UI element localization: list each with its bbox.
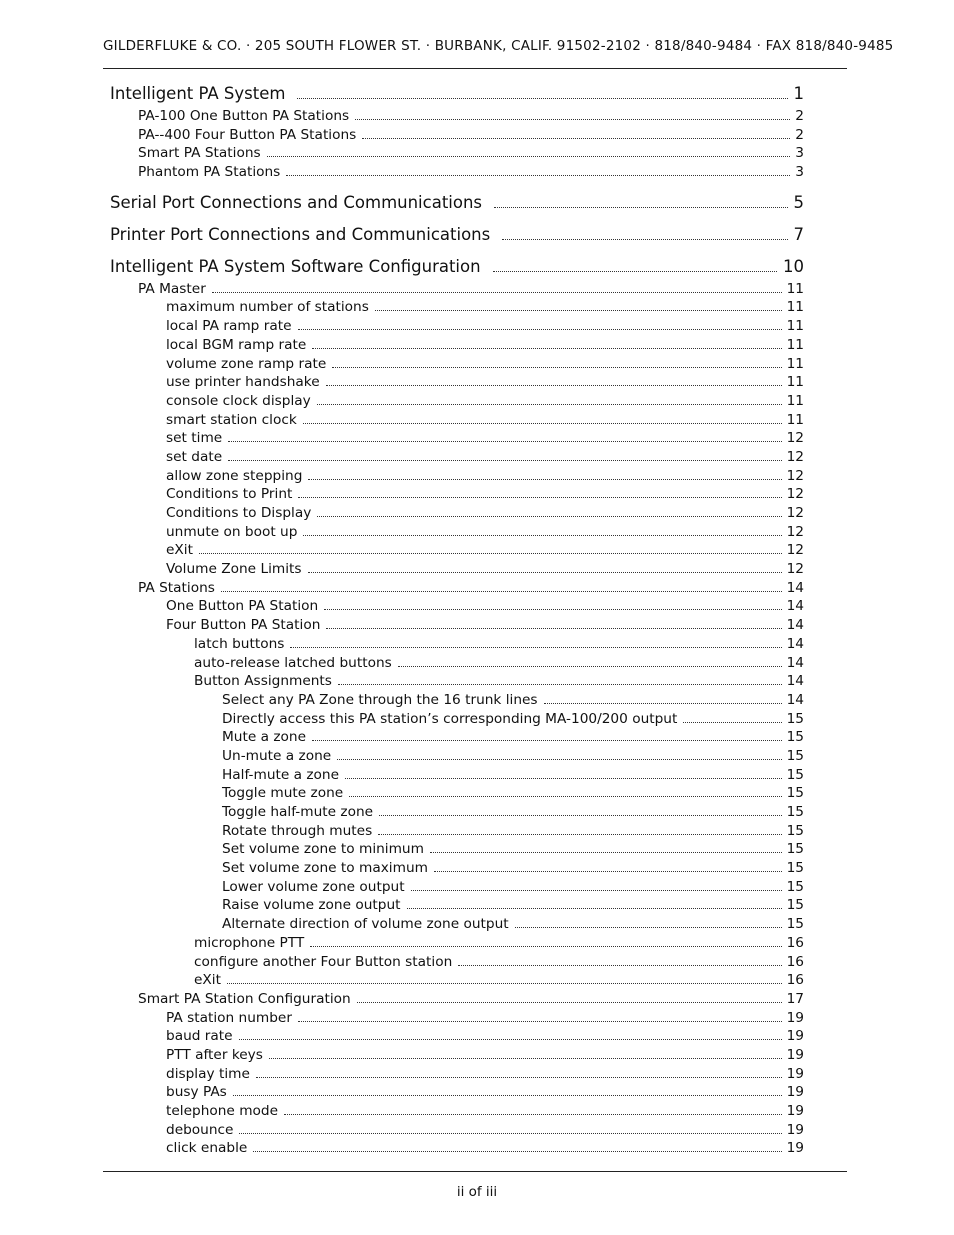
toc-entry-title: display time xyxy=(166,1065,250,1082)
toc-entry-title: Conditions to Print xyxy=(166,486,293,503)
toc-entry[interactable] xyxy=(110,579,804,598)
toc-entry-page: 15 xyxy=(786,729,804,746)
dot-leader xyxy=(298,328,782,330)
toc-entry-page: 15 xyxy=(786,878,804,895)
toc-entry[interactable] xyxy=(110,336,804,355)
toc-entry[interactable] xyxy=(110,355,804,374)
toc-entry-page: 16 xyxy=(786,934,804,951)
toc-entry-title: console clock display xyxy=(166,392,311,409)
dot-leader xyxy=(212,291,782,293)
toc-entry[interactable] xyxy=(110,1102,804,1121)
toc-entry-title: Button Assignments xyxy=(194,673,332,690)
toc-entry-title: Mute a zone xyxy=(222,729,307,746)
dot-leader xyxy=(239,1038,782,1040)
toc-entry-title: allow zone stepping xyxy=(166,467,303,484)
toc-entry[interactable] xyxy=(110,896,804,915)
toc-entry[interactable] xyxy=(110,298,804,317)
toc-entry[interactable] xyxy=(110,485,804,504)
toc-entry[interactable] xyxy=(110,784,804,803)
dot-leader xyxy=(337,758,781,760)
toc-entry[interactable] xyxy=(110,163,804,182)
toc-entry-title: Toggle half-mute zone xyxy=(222,804,374,820)
toc-entry[interactable] xyxy=(110,1083,804,1102)
dot-leader xyxy=(227,982,782,984)
toc-entry[interactable] xyxy=(110,1027,804,1046)
toc-entry[interactable] xyxy=(110,429,804,448)
toc-entry-page: 19 xyxy=(786,1084,804,1101)
toc-entry-title: Conditions to Display xyxy=(166,505,312,521)
toc-entry[interactable] xyxy=(110,256,804,278)
dot-leader xyxy=(494,206,787,208)
toc-entry-page: 19 xyxy=(786,1140,804,1157)
toc-entry[interactable] xyxy=(110,1139,804,1158)
toc-entry-page: 12 xyxy=(786,448,804,465)
toc-entry-title: Printer Port Connections and Communications xyxy=(110,224,491,244)
dot-leader xyxy=(310,945,781,947)
toc-entry[interactable] xyxy=(110,822,804,841)
toc-entry-title: Smart PA Station Configuration xyxy=(138,990,351,1007)
toc-entry-page: 14 xyxy=(786,579,804,596)
toc-entry-page: 16 xyxy=(786,953,804,970)
toc-entry-title: PA--400 Four Button PA Stations xyxy=(138,126,357,143)
toc-entry-title: PA Stations xyxy=(138,579,215,596)
dot-leader xyxy=(317,515,781,517)
toc-entry-page: 11 xyxy=(786,355,804,372)
toc-entry[interactable] xyxy=(110,747,804,766)
toc-entry-page: 12 xyxy=(786,467,804,484)
toc-entry-title: Un-mute a zone xyxy=(222,747,332,764)
toc-entry-title: Toggle mute zone xyxy=(222,785,344,802)
toc-entry-title: debounce xyxy=(166,1121,234,1138)
dot-leader xyxy=(308,478,781,480)
toc-entry-page: 1 xyxy=(793,84,804,103)
dot-leader xyxy=(430,851,782,853)
toc-entry[interactable] xyxy=(110,934,804,953)
toc-entry-title: Alternate direction of volume zone output xyxy=(222,916,509,933)
toc-entry-page: 7 xyxy=(793,224,804,244)
dot-leader xyxy=(308,571,782,573)
toc-entry-title: telephone mode xyxy=(166,1103,279,1119)
dot-leader xyxy=(298,496,781,498)
toc-entry-title: Raise volume zone output xyxy=(222,897,401,914)
toc-entry[interactable] xyxy=(110,467,804,486)
dot-leader xyxy=(286,174,790,176)
toc-entry-title: latch buttons xyxy=(194,635,285,652)
toc-entry[interactable] xyxy=(110,654,804,673)
toc-entry-page: 14 xyxy=(786,635,804,652)
toc-entry-page: 14 xyxy=(786,654,804,671)
dot-leader xyxy=(267,155,791,157)
toc-entry[interactable] xyxy=(110,728,804,747)
dot-leader xyxy=(332,366,781,368)
toc-entry-page: 17 xyxy=(786,990,804,1007)
toc-entry-title: busy PAs xyxy=(166,1084,227,1101)
toc-entry-page: 5 xyxy=(793,192,804,212)
toc-entry[interactable] xyxy=(110,317,804,336)
toc-entry-title: eXit xyxy=(194,972,221,989)
toc-entry-title: PA-100 One Button PA Stations xyxy=(138,108,350,124)
toc-entry[interactable] xyxy=(110,710,804,729)
dot-leader xyxy=(228,440,781,442)
toc-entry-title: PTT after keys xyxy=(166,1046,263,1063)
toc-entry-page: 12 xyxy=(786,430,804,447)
dot-leader xyxy=(221,590,782,592)
toc-entry-title: auto-release latched buttons xyxy=(194,654,392,671)
toc-entry[interactable] xyxy=(110,144,804,163)
toc-entry-title: set time xyxy=(166,430,223,447)
toc-entry[interactable] xyxy=(110,541,804,560)
toc-entry-page: 12 xyxy=(786,523,804,540)
toc-entry-title: local PA ramp rate xyxy=(166,318,292,335)
toc-entry-page: 16 xyxy=(786,972,804,989)
footer-rule xyxy=(103,1171,847,1172)
toc-entry[interactable] xyxy=(110,1046,804,1065)
toc-entry[interactable] xyxy=(110,504,804,523)
toc-entry-title: microphone PTT xyxy=(194,934,305,951)
toc-entry-title: configure another Four Button station xyxy=(194,953,453,970)
dot-leader xyxy=(544,702,782,704)
page-header: GILDERFLUKE & CO. · 205 SOUTH FLOWER ST. · BURBANK, CALIF. 91502-2102 · 818/840-9484 · FAX 818/840-9485 xyxy=(103,38,894,54)
page-number: ii of iii xyxy=(456,1184,498,1200)
toc-entry-title: Phantom PA Stations xyxy=(138,164,281,181)
dot-leader xyxy=(378,833,781,835)
toc-entry-title: set date xyxy=(166,448,223,465)
dot-leader xyxy=(357,1001,782,1003)
toc-entry[interactable] xyxy=(110,635,804,654)
dot-leader xyxy=(256,1076,782,1078)
toc-entry-page: 19 xyxy=(786,1046,804,1063)
toc-entry[interactable] xyxy=(110,126,804,145)
header-rule xyxy=(103,68,847,69)
dot-leader xyxy=(398,665,782,667)
toc-entry[interactable] xyxy=(110,83,804,105)
toc-entry-page: 2 xyxy=(795,108,804,124)
toc-entry[interactable] xyxy=(110,448,804,467)
dot-leader xyxy=(515,926,782,928)
dot-leader xyxy=(284,1113,782,1115)
toc-entry-title: eXit xyxy=(166,542,193,559)
dot-leader xyxy=(458,964,781,966)
toc-entry-title: Lower volume zone output xyxy=(222,878,405,895)
table-of-contents xyxy=(110,83,804,1158)
toc-entry[interactable] xyxy=(110,392,804,411)
toc-entry[interactable] xyxy=(110,107,804,126)
toc-entry-title: Intelligent PA System xyxy=(110,84,286,103)
toc-entry-page: 19 xyxy=(786,1121,804,1138)
toc-entry-title: Set volume zone to maximum xyxy=(222,860,428,877)
toc-entry-title: PA station number xyxy=(166,1009,292,1026)
toc-entry[interactable] xyxy=(110,990,804,1009)
toc-entry[interactable] xyxy=(110,691,804,710)
dot-leader xyxy=(312,347,781,349)
toc-entry-page: 3 xyxy=(795,145,804,162)
toc-entry-title: baud rate xyxy=(166,1028,233,1045)
toc-entry-page: 15 xyxy=(786,710,804,727)
dot-leader xyxy=(434,870,782,872)
dot-leader xyxy=(253,1150,781,1152)
toc-entry[interactable] xyxy=(110,1009,804,1028)
toc-entry-page: 11 xyxy=(786,318,804,335)
dot-leader xyxy=(349,795,781,797)
toc-entry[interactable] xyxy=(110,597,804,616)
toc-entry-page: 14 xyxy=(786,673,804,690)
dot-leader xyxy=(199,552,782,554)
toc-entry-title: Set volume zone to minimum xyxy=(222,841,424,858)
dot-leader xyxy=(298,1020,782,1022)
dot-leader xyxy=(312,739,782,741)
toc-entry-title: maximum number of stations xyxy=(166,299,369,316)
toc-entry[interactable] xyxy=(110,1121,804,1140)
dot-leader xyxy=(362,137,790,139)
toc-entry-title: unmute on boot up xyxy=(166,523,298,540)
toc-entry-page: 14 xyxy=(786,617,804,634)
toc-entry-title: Four Button PA Station xyxy=(166,617,321,634)
toc-entry-page: 12 xyxy=(786,486,804,503)
toc-entry-title: volume zone ramp rate xyxy=(166,355,327,372)
toc-entry-title: Directly access this PA station’s corresponding MA-100/200 output xyxy=(222,710,678,727)
toc-entry-title: use printer handshake xyxy=(166,374,320,391)
toc-entry-title: Smart PA Stations xyxy=(138,145,261,162)
toc-entry-title: Half-mute a zone xyxy=(222,766,340,783)
toc-entry-page: 15 xyxy=(786,785,804,802)
toc-entry-page: 11 xyxy=(786,336,804,353)
toc-entry[interactable] xyxy=(110,616,804,635)
dot-leader xyxy=(683,721,781,723)
toc-entry[interactable] xyxy=(110,1065,804,1084)
dot-leader xyxy=(317,403,782,405)
dot-leader xyxy=(411,889,782,891)
toc-entry-page: 15 xyxy=(786,747,804,764)
dot-leader xyxy=(233,1094,782,1096)
toc-entry-page: 3 xyxy=(795,164,804,181)
toc-entry[interactable] xyxy=(110,915,804,934)
toc-entry-page: 19 xyxy=(786,1065,804,1082)
toc-entry-page: 19 xyxy=(786,1103,804,1119)
dot-leader xyxy=(338,683,782,685)
toc-entry-page: 14 xyxy=(786,691,804,708)
toc-entry-page: 11 xyxy=(786,299,804,316)
dot-leader xyxy=(269,1057,782,1059)
toc-entry-title: One Button PA Station xyxy=(166,598,319,615)
dot-leader xyxy=(375,309,782,311)
toc-entry[interactable] xyxy=(110,971,804,990)
toc-entry-page: 15 xyxy=(786,841,804,858)
toc-entry[interactable] xyxy=(110,953,804,972)
toc-entry-page: 19 xyxy=(786,1009,804,1026)
toc-entry-page: 11 xyxy=(786,280,804,297)
toc-entry-title: Serial Port Connections and Communications xyxy=(110,192,483,212)
toc-entry-page: 14 xyxy=(786,598,804,615)
toc-entry[interactable] xyxy=(110,878,804,897)
toc-entry-page: 11 xyxy=(786,374,804,391)
dot-leader xyxy=(502,238,787,240)
toc-entry-page: 15 xyxy=(786,766,804,783)
toc-entry-page: 10 xyxy=(783,256,804,276)
toc-entry[interactable] xyxy=(110,411,804,430)
dot-leader xyxy=(303,534,781,536)
toc-entry[interactable] xyxy=(110,766,804,785)
toc-entry-title: Select any PA Zone through the 16 trunk lines xyxy=(222,691,538,708)
toc-entry-page: 11 xyxy=(786,411,804,428)
toc-entry[interactable] xyxy=(110,803,804,822)
toc-entry-page: 11 xyxy=(786,392,804,409)
toc-entry-page: 2 xyxy=(795,126,804,143)
dot-leader xyxy=(326,627,781,629)
toc-entry-page: 19 xyxy=(786,1028,804,1045)
dot-leader xyxy=(355,118,790,120)
dot-leader xyxy=(326,384,782,386)
dot-leader xyxy=(407,907,782,909)
toc-entry-page: 15 xyxy=(786,804,804,820)
toc-entry-page: 15 xyxy=(786,897,804,914)
toc-entry[interactable] xyxy=(110,192,804,214)
toc-entry[interactable] xyxy=(110,224,804,246)
dot-leader xyxy=(228,459,781,461)
toc-entry-title: PA Master xyxy=(138,280,206,297)
toc-entry-page: 15 xyxy=(786,916,804,933)
toc-entry-page: 15 xyxy=(786,822,804,839)
dot-leader xyxy=(379,814,782,816)
toc-entry-title: Rotate through mutes xyxy=(222,822,373,839)
toc-entry-title: Volume Zone Limits xyxy=(166,561,302,578)
dot-leader xyxy=(297,97,787,99)
toc-entry[interactable] xyxy=(110,859,804,878)
dot-leader xyxy=(493,270,777,272)
toc-entry-page: 12 xyxy=(786,542,804,559)
dot-leader xyxy=(290,646,781,648)
toc-entry-page: 12 xyxy=(786,561,804,578)
toc-entry[interactable] xyxy=(110,672,804,691)
toc-entry[interactable] xyxy=(110,373,804,392)
toc-entry[interactable] xyxy=(110,280,804,299)
dot-leader xyxy=(239,1132,781,1134)
toc-entry[interactable] xyxy=(110,840,804,859)
toc-entry[interactable] xyxy=(110,560,804,579)
toc-entry-title: local BGM ramp rate xyxy=(166,336,307,353)
toc-entry-page: 12 xyxy=(786,505,804,521)
toc-entry[interactable] xyxy=(110,523,804,542)
toc-entry-title: click enable xyxy=(166,1140,248,1157)
dot-leader xyxy=(303,422,782,424)
dot-leader xyxy=(345,777,782,779)
toc-entry-page: 15 xyxy=(786,860,804,877)
toc-entry-title: smart station clock xyxy=(166,411,297,428)
dot-leader xyxy=(324,608,781,610)
toc-entry-title: Intelligent PA System Software Configuration xyxy=(110,256,481,276)
